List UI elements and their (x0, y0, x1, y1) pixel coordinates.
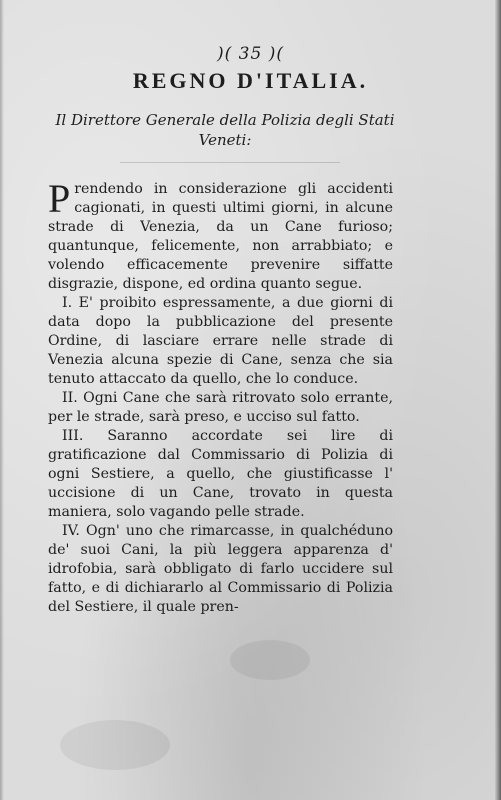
article-2: II. Ogni Cane che sarà ritrovato solo errante, per le strade, sarà preso, e ucciso sul fatto. (48, 390, 393, 425)
paper-stain (230, 640, 310, 680)
page-number: )( 35 )( (217, 44, 284, 64)
intro-paragraph (48, 176, 393, 294)
paper-stain (60, 720, 170, 770)
article-3: III. Saranno accordate sei lire di gratificazione dal Commissario di Polizia di ogni Sestiere, a quello, che giustificasse l' uccisione di un Cane, trovato in questa maniera, solo vagando pelle strade. (48, 428, 393, 520)
page-edge-shadow-left (0, 0, 4, 800)
intro-text: rendendo in considerazione gli accidenti cagionati, in questi ultimi giorni, in alcune strade di Venezia, da un Cane furioso; quantunque, felicemente, non arrabbiato; e volendo efficacemente prevenire siffatte disgrazie, dispone, ed ordina quanto segue. (48, 181, 393, 292)
page-edge-shadow-right (495, 0, 501, 800)
page-title: REGNO D'ITALIA. (132, 68, 369, 93)
article-4: IV. Ogn' uno che rimarcasse, in qualchéduno de' suoi Cani, la più leggera apparenza d' idrofobia, sarà obbligato di farlo uccidere sul fatto, e di dichiararlo al Commissario di Polizia del Sestiere, il quale pren- (48, 523, 393, 615)
divider (120, 162, 340, 163)
document-body (48, 176, 393, 617)
drop-cap-letter: P (48, 176, 71, 221)
article-1: I. E' proibito espressamente, a due giorni di data dopo la pubblicazione del presente Ordine, di lasciare errare nelle strade di Venezia alcuna spezie di Cane, senza che sia tenuto attaccato da quello, che lo conduce. (48, 295, 393, 387)
page-subtitle: Il Direttore Generale della Polizia degli Stati Veneti: (55, 111, 395, 149)
